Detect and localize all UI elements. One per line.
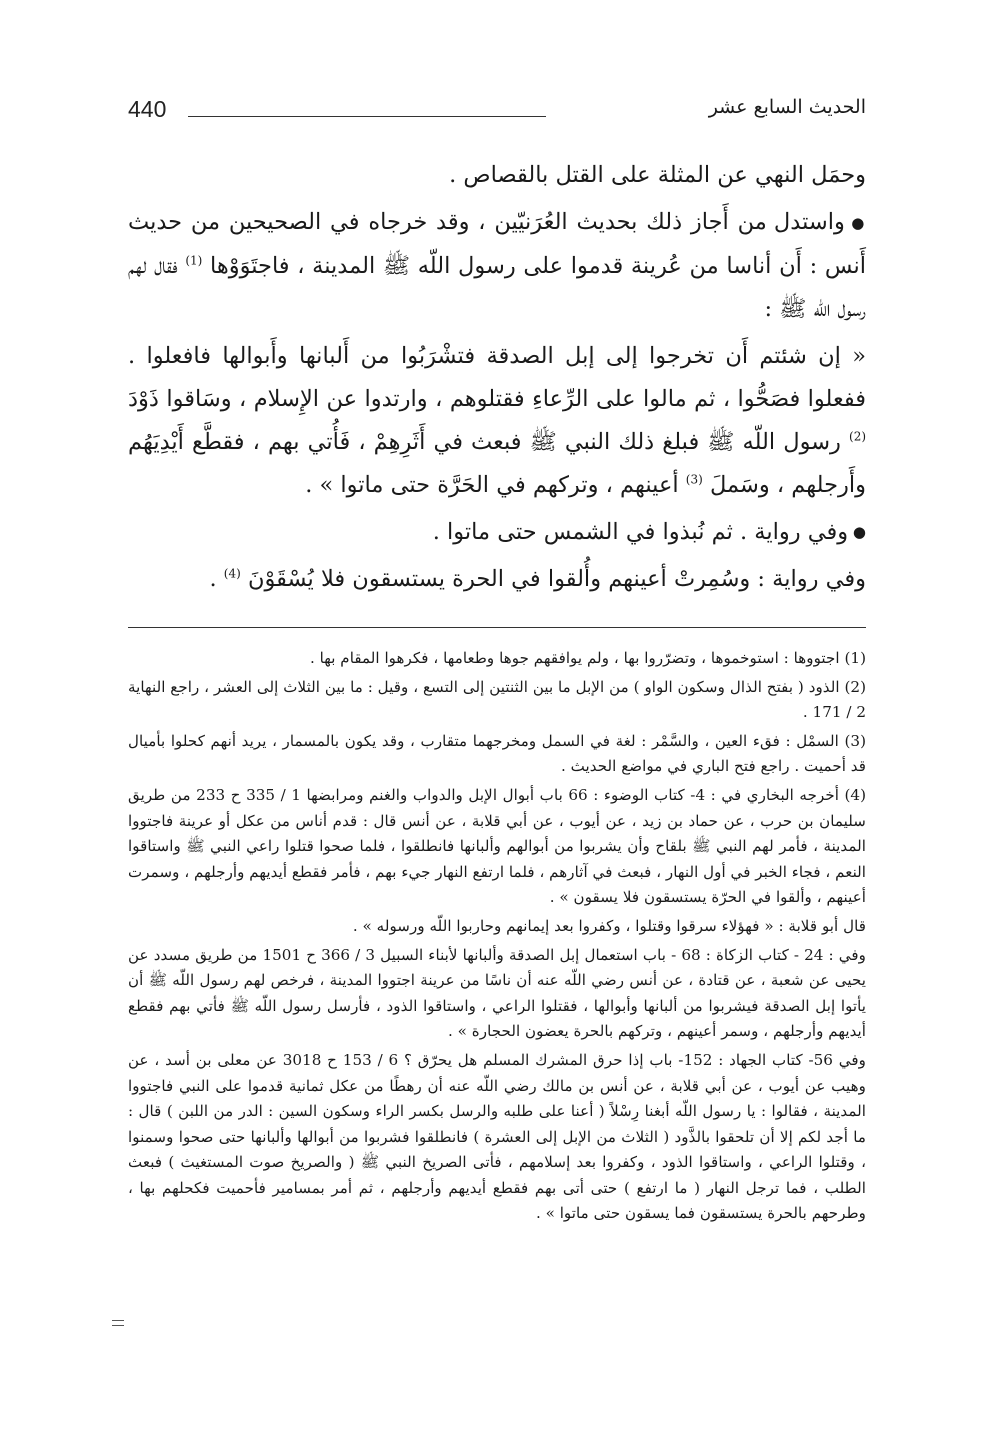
paragraph-1: وحمَل النهي عن المثلة على القتل بالقصاص . — [449, 162, 866, 188]
footnote-4-continued: قال أبو قلابة : « فهؤلاء سرقوا وقتلوا ، وكفروا بعد إيمانهم وحاربوا اللّه ورسوله » . — [352, 916, 866, 935]
paragraph-3: « إن شئتم أَن تخرجوا إلى إبل الصدقة فتشْرَبُوا من أَلبانها وأَبوالها فافعلوا . ففعلوا فصَحُّوا ، ثم مالوا على الرِّعاءِ فقتلوهم ، وارتدوا عن الإِسلام ، وسَاقوا ذَوْدَ $^{(2)}$ رسول اللّه ﷺ فبلغ ذلك النبي ﷺ فبعث في أَثَرِهِمْ ، فَأُتي بهم ، فقطَّع أَيْدِيَهُم وأَرجلهم ، وسَملَ $^{(3)}$ أعينهم ، وتركهم في الحَرَّة حتى ماتوا » . — [128, 342, 867, 498]
footnote-ref-2[interactable]: (2) — [849, 429, 867, 443]
main-text — [128, 154, 866, 601]
page-header — [128, 92, 866, 132]
footnote-2: (2) الذود ( بفتح الذال وسكون الواو ) من الإبل ما بين الثنتين إلى التسع ، وقيل : ما بين الثلاث إلى العشر ، راجع النهاية 2 / 171 . — [128, 677, 866, 722]
footnote-1: (1) اجتووها : استوخموها ، وتضرّروا بها ، ولم يوافقهم جوها وطعامها ، فكرهوا المقام بها . — [309, 649, 866, 667]
running-title: الحديث السابع عشر — [708, 96, 866, 118]
footnotes — [128, 646, 866, 1227]
footnote-separator — [128, 627, 866, 628]
footnote-4-jihad: وفي 56- كتاب الجهاد : 152- باب إذا حرق المشرك المسلم هل يحرّق ؟ 6 / 153 ح 3018 عن معلى بن أسد ، عن وهيب عن أيوب ، عن أبي قلابة ، عن أنس بن مالك رضي اللّه عنه أن رهطًا من عكل ثمانية قدموا على النبي فاجتووا المدينة ، فقالوا : يا رسول اللّه أبغنا رِسْلاً ( أعنا على طلبه والرسل بكسر الراء وسكون السين : الدر من اللبن ) قال : ما أجد لكم إلا أن تلحقوا بالذَّود ( الثلاث من الإبل إلى العشرة ) فانطلقوا فشربوا من أبوالها وألبانها حتى صحوا وسمنوا ، وقتلوا الراعي ، واستاقوا الذود ، وكفروا بعد إسلامهم ، فأتى الصريخ النبي ﷺ ( والصريخ صوت المستغيث ) فبعث الطلب ، فما ترجل النهار ( ما ارتفع ) حتى أتى بهم فقطع أيديهم وأرجلهم ، ثم أمر بمسامير فأحميت فكحلهم بها ، وطرحهم بالحرة يستسقون فما يسقون حتى ماتوا » . — [128, 1050, 866, 1223]
footnote-3: (3) السمْل : فقء العين ، والسَّمْر : لغة في السمل ومخرجهما متقارب ، وقد يكون بالمسمار ، يريد أنهم كحلوا بأميال قد أحميت . راجع فتح الباري في مواضع الحديث . — [128, 731, 866, 776]
footnote-ref-1[interactable]: (1) — [185, 253, 203, 267]
header-rule — [188, 116, 546, 117]
continuation-mark — [112, 1320, 124, 1321]
paragraph-4: ● وفي رواية . ثم نُبذوا في الشمس حتى ماتوا . — [128, 511, 866, 555]
footnote-ref-4[interactable]: (4) — [223, 566, 241, 581]
paragraph-5: وفي رواية : وسُمِرتْ أعينهم وأُلقوا في الحرة يستسقون فلا يُسْقَوْنَ $^{(4)}$ . — [209, 566, 866, 592]
footnote-ref-3[interactable]: (3) — [685, 472, 703, 486]
footnote-4: (4) أخرجه البخاري في : 4- كتاب الوضوء : 66 باب أبوال الإبل والدواب والغنم ومرابضها 1 / 335 ح 233 من طريق سليمان بن حرب ، عن حماد بن زيد ، عن أيوب ، عن أبي قلابة ، عن أنس قال : قدم أناس من عكل أو عرينة فاجتووا المدينة ، فأمر لهم النبي ﷺ بلقاح وأن يشربوا من أبوالهم وألبانها فانطلقوا ، فلما صحوا قتلوا راعي النبي ﷺ واستاقوا النعم ، فجاء الخبر في أول النهار ، فبعث في آثارهم ، فلما ارتفع النهار جيء بهم ، فأمر فقطع أيديهم وأرجلهم ، وسمرت أعينهم ، وألقوا في الحرّة يستسقون فلا يسقون » . — [127, 785, 867, 907]
paragraph-2: ● واستدل من أَجاز ذلك بحديث العُرَنيّين ، وقد خرجاه في الصحيحين من حديث أَنس : أَن أناسا من عُرينة قدموا على رسول اللّه ﷺ المدينة ، فاجتَوَوْها $^{(1)}$ فقال لهم رسول اللّه ﷺ : — [128, 201, 866, 331]
book-page — [128, 92, 866, 1230]
page-number: 440 — [128, 96, 167, 122]
footnote-4-zakat: وفي : 24 - كتاب الزكاة : 68 - باب استعمال إبل الصدقة وألبانها لأبناء السبيل 3 / 366 ح 1501 من طريق مسدد عن يحيى عن شعبة ، عن قتادة ، عن أنس رضي اللّه عنه أن ناسًا من عرينة اجتووا المدينة ، فرخص لهم رسول اللّه ﷺ أن يأتوا إبل الصدقة فيشربوا من ألبانها وأبوالها ، فقتلوا الراعي ، واستاقوا الذود ، فأرسل رسول اللّه ﷺ فأتي بهم فقطع أيديهم وأرجلهم ، وسمر أعينهم ، وتركهم بالحرة يعضون الحجارة » . — [128, 945, 866, 1041]
